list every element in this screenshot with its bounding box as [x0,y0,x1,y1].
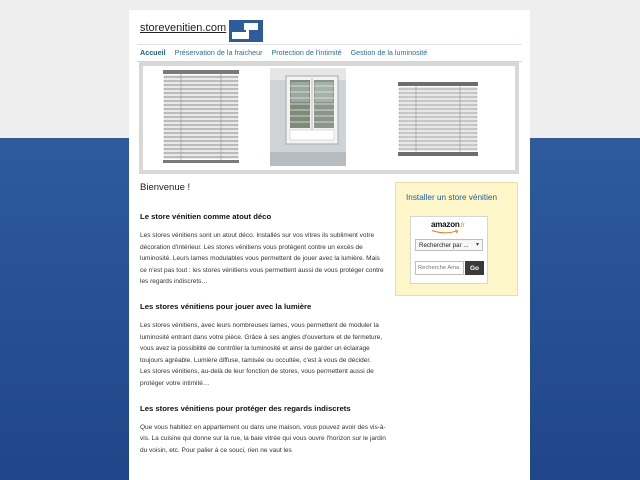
amazon-category-select[interactable]: Rechercher par ... ▾ [415,239,483,251]
amazon-search-input[interactable] [415,261,464,275]
section-paragraph: Que vous habitiez en appartement ou dans une maison, vous pouvez avoir des vis-à-vis. La cuisine qui donne sur la rue, la baie vitrée qui vous ouvre l'horizon sur le jardin du voisin, etc. Pour palier à ce souci, rien ne vaut les [140,423,386,454]
header-divider [137,44,522,45]
nav-item-intimite[interactable]: Protection de l'intimité [271,48,342,57]
nav-item-fraicheur[interactable]: Préservation de la fraicheur [174,48,263,57]
nav-item-luminosite[interactable]: Gestion de la luminosité [350,48,428,57]
main-content [140,212,386,470]
amazon-smile-icon [431,230,459,234]
venetian-blind-image [161,68,241,166]
section-heading-lumiere: Les stores vénitiens pour jouer avec la lumière [140,301,312,311]
page-container [129,10,530,480]
main-nav [140,48,436,57]
banner-frame [143,66,515,170]
section-heading-deco: Le store vénitien comme atout déco [140,212,272,221]
amazon-logo: amazon.fr [431,220,465,229]
aluminium-blind-image [398,82,478,158]
welcome-heading: Bienvenue ! [140,182,191,193]
site-title-link[interactable]: storevenitien.com [140,22,227,34]
header-banner [139,62,519,174]
amazon-search-widget [410,216,488,284]
section-paragraph: Les stores vénitiens sont un atout déco. Installés sur vos vitres ils subliment votre décoration d'intérieur. Les stores vénitiens vous protègent contre un excès de luminosité. Leurs lames modulables vous permettent de jouer avec la lumière. Mais ce n'est pas tout : les stores vénitiens vous permettent aussi de vous protéger contre les regards indiscrets… [140,232,384,286]
section-heading-regards: Les stores vénitiens pour protéger des regards indiscrets [140,403,351,413]
sidebar-widget [395,182,518,296]
nav-item-accueil[interactable]: Accueil [140,48,166,57]
section-paragraph: Les stores vénitiens, avec leurs nombreuses lames, vous permettent de moduler la luminosité entrant dans votre pièce. Grâce à ses angles d'ouverture et de fermeture, vous avez la possibilité de contrôler la luminosité et ainsi de garder un éclairage toujours agréable. Lumière diffuse, tamisée ou occultée, c'est à vous de décider. [140,321,383,364]
window-blind-photo [270,68,346,166]
chevron-down-icon: ▾ [475,242,479,248]
amazon-go-button[interactable]: Go [465,261,484,275]
site-logo[interactable] [229,20,263,42]
section-paragraph: Les stores vénitiens, au-delà de leur fonction de stores, vous permettent aussi de protéger votre intimité… [140,368,374,387]
sidebar-title: Installer un store vénitien [406,193,498,202]
